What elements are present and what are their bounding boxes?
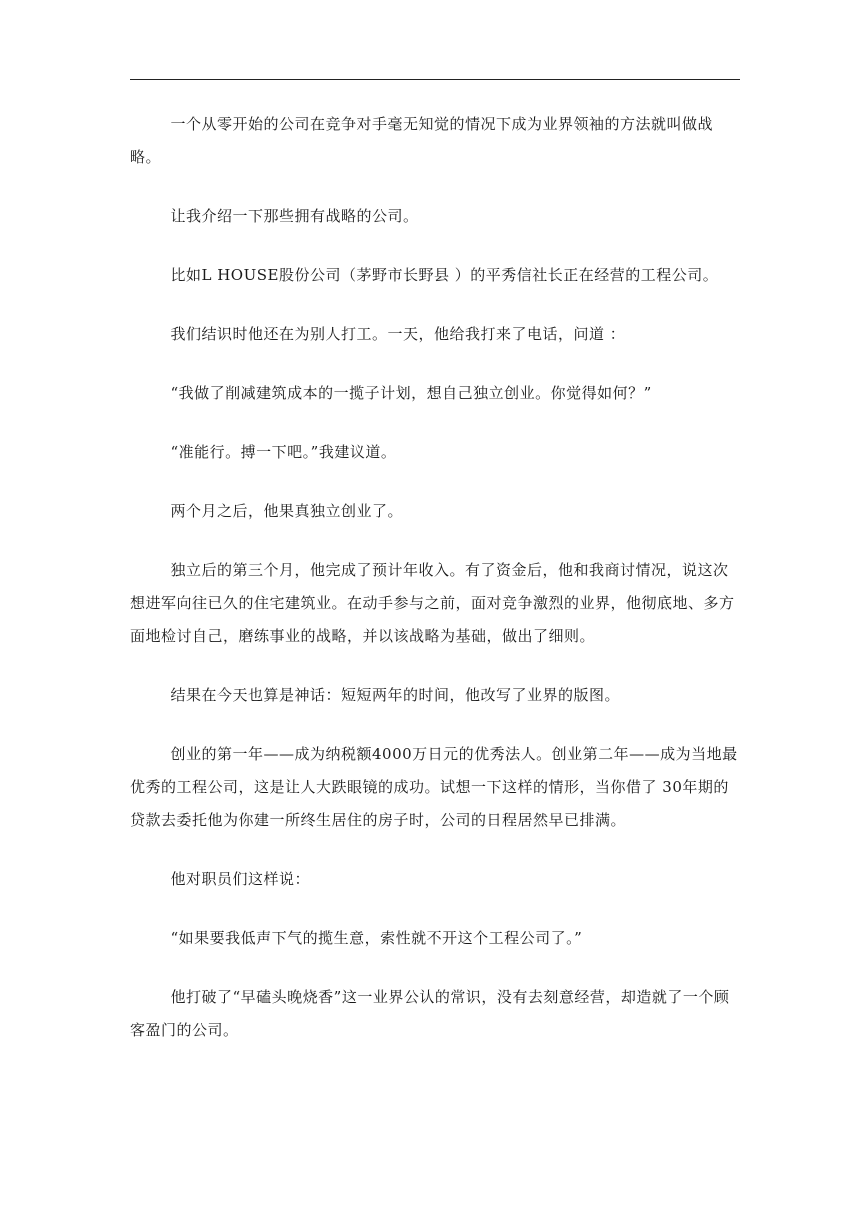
paragraph: 创业的第一年——成为纳税额4000万日元的优秀法人。创业第二年——成为当地最优秀的工程公司，这是让人大跌眼镜的成功。试想一下这样的情形，当你借了 30年期的贷款去委托他为你建一所终生居住的房子时，公司的日程居然早已排满。 — [130, 745, 738, 829]
paragraph: 他对职员们这样说： — [170, 870, 311, 888]
paragraph: “如果要我低声下气的揽生意，索性就不开这个工程公司了。” — [170, 929, 583, 947]
paragraph: 比如L HOUSE股份公司（茅野市长野县 ）的平秀信社长正在经营的工程公司。 — [170, 266, 719, 284]
document-body — [130, 108, 742, 1073]
paragraph: 让我介绍一下那些拥有战略的公司。 — [170, 207, 419, 225]
paragraph: “准能行。搏一下吧。”我建议道。 — [170, 443, 397, 461]
paragraph: 两个月之后，他果真独立创业了。 — [170, 502, 404, 520]
paragraph: 他打破了“早磕头晚烧香”这一业界公认的常识，没有去刻意经营，却造就了一个顾客盈门的公司。 — [130, 988, 730, 1039]
header-rule — [130, 79, 740, 80]
paragraph: “我做了削减建筑成本的一揽子计划，想自己独立创业。你觉得如何？” — [170, 384, 652, 402]
paragraph: 结果在今天也算是神话：短短两年的时间，他改写了业界的版图。 — [170, 686, 621, 704]
paragraph: 我们结识时他还在为别人打工。一天，他给我打来了电话，问道 ： — [170, 325, 626, 343]
paragraph: 一个从零开始的公司在竞争对手毫无知觉的情况下成为业界领袖的方法就叫做战略。 — [130, 115, 714, 166]
paragraph: 独立后的第三个月，他完成了预计年收入。有了资金后，他和我商讨情况，说这次想进军向往已久的住宅建筑业。在动手参与之前，面对竞争激烈的业界，他彻底地、多方面地检讨自己，磨练事业的战略，并以该战略为基础，做出了细则。 — [130, 561, 735, 645]
